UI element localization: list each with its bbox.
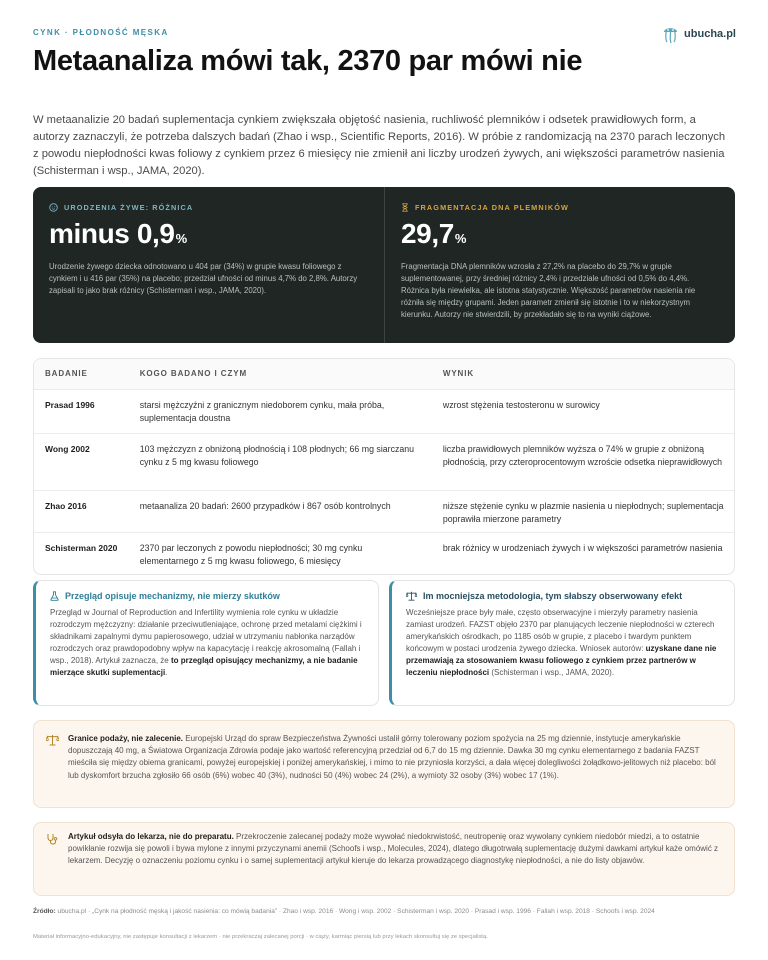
note-tail: . xyxy=(165,668,168,678)
cell-study: Schisterman 2020 xyxy=(45,543,118,553)
note-heading xyxy=(50,591,364,601)
brand-name: ubucha.pl xyxy=(684,28,736,40)
column-header-who: KOGO BADANO I CZYM xyxy=(139,368,248,378)
studies-table xyxy=(33,358,735,575)
stat-description: Fragmentacja DNA plemników wzrosła z 27,2% na placebo do 29,7% w grupie suplementowanej, przy średniej różnicy 2,4% i przedziale ufności od 0,5% do 4,4%. Różnica była niewielka, ale istotna statystycznie. Większość parametrów nasienia nie różniła się między grupami. Jeden parametr zmienił się istotnie i to w niekorzystnym kierunku. Autorzy nie stwierdzili, by przekładało się to na wyniki ciążowe. xyxy=(401,262,696,319)
note-body: Wcześniejsze prace były małe, często obserwacyjne i mierzyły parametry nasienia zamiast urodzeń. FAZST objęło 2370 par planujących leczenie niepłodności w czterech amerykańskich ośrodkach, po 1185 osób w grupie, z placebo i twardym punktem końcowym w postaci urodzenia żywego dziecka. Wniosek autorów: xyxy=(406,608,715,654)
stat-label xyxy=(49,203,368,212)
lede-paragraph: W metaanalizie 20 badań suplementacja cynkiem zwiększała objętość nasienia, ruchliwość plemników i odsetek prawidłowych form, a autorzy zaznaczyli, że potrzeba dalszych badań (Zhao i wsp., Scientific Reports, 2016). W próbie z randomizacją na 2370 parach leczonych z powodu niepłodności kwas foliowy z cynkiem przez 6 miesięcy nie zmienił ani liczby urodzeń żywych, ani większości parametrów nasienia (Schisterman i wsp., JAMA, 2020). xyxy=(33,114,726,177)
cell-study: Prasad 1996 xyxy=(45,400,95,410)
source-text: ubucha.pl · „Cynk na płodność męską i jakość nasienia: co mówią badania” · Zhao i wsp. 2016 · Wong i wsp. 2002 · Schisterman i wsp. 2020 · Prasad i wsp. 1996 · Fallah i wsp. 2018 · Schoofs i wsp. 2024 xyxy=(55,908,655,915)
note-mechanisms xyxy=(33,580,379,706)
cell-who: starsi mężczyźni z granicznym niedoborem cynku, mała próba, suplementacja doustna xyxy=(139,400,385,423)
callout-doctor xyxy=(33,822,735,896)
disclaimer: Materiał informacyjno-edukacyjny, nie zastępuje konsultacji z lekarzem · nie przekraczaj zalecanej porcji · w ciąży, karmiąc piersią lub przy lekach skonsultuj się ze specjalistą. xyxy=(33,934,488,940)
cell-study: Zhao 2016 xyxy=(45,501,87,511)
balance-icon xyxy=(46,734,59,746)
callout-body: Europejski Urząd do spraw Bezpieczeństwa Żywności ustalił górny tolerowany poziom spożycia na 25 mg dziennie, instytucje amerykańskie dopuszczają 40 mg, a Światowa Organizacja Zdrowia podaje jako wartość referencyjną przedział od 6,7 do 15 mg dziennie. Dawka 30 mg cynku elementarnego z badania FAZST mieściła się między obiema granicami, powyżej europejskiej i poniżej amerykańskiej, i mimo to nie przyniosła korzyści, a dała więcej dolegliwości żołądkowo-jelitowych niż placebo: ból lub dyskomfort brzucha zgłosiło 66 osób (6%) wobec 40 (3%), nudności 50 (4%) wobec 24 (2%), a wymioty 32 osoby (3%) wobec 17 (1%). xyxy=(68,734,716,780)
table-row xyxy=(34,490,734,532)
callout-lead: Artykuł odsyła do lekarza, nie do preparatu. xyxy=(68,832,234,841)
scales-icon xyxy=(406,591,417,601)
hourglass-icon xyxy=(401,203,409,212)
stat-number: 29,7 xyxy=(401,218,454,249)
note-methodology xyxy=(389,580,735,706)
stat-number: minus 0,9 xyxy=(49,218,175,249)
stat-label-text: URODZENIA ŻYWE: RÓŻNICA xyxy=(64,203,194,212)
cell-who: 103 mężczyzn z obniżoną płodnością i 108 płodnych; 66 mg siarczanu cynku z 5 mg kwasu foliowego xyxy=(139,444,415,467)
note-text xyxy=(50,607,364,680)
note-title: Im mocniejsza metodologia, tym słabszy obserwowany efekt xyxy=(423,591,683,601)
callout-lead: Granice podaży, nie zalecenie. xyxy=(68,734,184,743)
column-header-result: WYNIK xyxy=(442,368,475,378)
note-body: Przegląd w Journal of Reproduction and Infertility wymienia role cynku w układzie rozrodczym mężczyzny: działanie przeciwutleniające, ochronę przed metalami ciężkimi i składnikami zapalnymi dymu papierosowego, udział w utrzymaniu nabłonka narządów rozrodczych oraz prawdopodobny wpływ na kapacytację i reakcję akrosomalną (Fallah i wsp., 2018). Artykuł zaznacza, że xyxy=(50,608,362,666)
stat-value xyxy=(49,218,368,255)
brand-logo[interactable] xyxy=(662,24,736,44)
callout-body: Przekroczenie zalecanej podaży może wywołać niedokrwistość, neutropenię oraz wywołany cynkiem niedobór miedzi, a to ostatnie powikłanie rozwija się powoli i bywa mylone z innymi przyczynami anemii (Schoofs i wsp., Molecules, 2024), dlatego długotrwałą suplementację dużymi dawkami artykuł każe omówić z lekarzem. Decyzję o oznaczeniu poziomu cynku i o samej suplementacji artykuł kieruje do lekarza prowadzącego diagnostykę niepłodności, a nie do listy objawów. xyxy=(68,832,719,866)
table-row xyxy=(34,532,734,574)
jellyfish-icon xyxy=(662,24,679,44)
cell-who: metaanaliza 20 badań: 2600 przypadków i 867 osób kontrolnych xyxy=(139,501,391,511)
note-heading xyxy=(406,591,720,601)
cell-who: 2370 par leczonych z powodu niepłodności; 30 mg cynku elementarnego z 5 mg kwasu foliowego, 6 miesięcy xyxy=(139,543,363,566)
table-row xyxy=(34,433,734,490)
stat-label xyxy=(401,203,719,212)
stat-unit: % xyxy=(454,231,467,246)
stat-dna-fragmentation xyxy=(384,187,735,343)
callout-text xyxy=(68,733,720,782)
source-line xyxy=(33,907,735,917)
note-emphasis: uzyskane dane nie przemawiają za stosowaniem kwasu foliowego z cynkiem przez partnerów w leczeniu niepłodności xyxy=(406,644,717,678)
callout-intake-limits xyxy=(33,720,735,808)
stats-panel xyxy=(33,187,735,343)
cell-result: niższe stężenie cynku w plazmie nasienia u niepłodnych; suplementacja poprawiła mierzone parametry xyxy=(442,501,724,524)
stethoscope-icon xyxy=(46,833,59,845)
stat-value xyxy=(401,218,719,255)
cell-result: brak różnicy w urodzeniach żywych i w większości parametrów nasienia xyxy=(442,543,723,553)
stat-label-text: FRAGMENTACJA DNA PLEMNIKÓW xyxy=(415,203,569,212)
cell-result: liczba prawidłowych plemników wyższa o 74% w grupie z obniżoną płodnością, przy czteroprocentowym wzroście odsetka nieprawidłowych xyxy=(442,444,723,467)
cell-study: Wong 2002 xyxy=(45,444,90,454)
note-emphasis: to przegląd opisujący mechanizmy, a nie badanie mierzące skutki suplementacji xyxy=(50,656,358,678)
stat-description: Urodzenie żywego dziecka odnotowano u 404 par (34%) w grupie kwasu foliowego z cynkiem i u 416 par (35%) na placebo; przedział ufności od minus 4,7% do 2,8%. Autorzy zapisali to jako brak różnicy (Schisterman i wsp., JAMA, 2020). xyxy=(49,262,358,295)
stat-unit: % xyxy=(175,231,187,246)
table-row xyxy=(34,389,734,433)
table-header-row xyxy=(34,359,734,389)
flask-icon xyxy=(50,591,59,601)
stat-live-births xyxy=(33,187,384,343)
kicker: CYNK · PŁODNOŚĆ MĘSKA xyxy=(33,28,169,37)
note-title: Przegląd opisuje mechanizmy, nie mierzy skutków xyxy=(65,591,280,601)
page-title: Metaanaliza mówi tak, 2370 par mówi nie xyxy=(33,45,583,77)
column-header-study: BADANIE xyxy=(45,368,88,378)
source-label: Źródło: xyxy=(33,908,56,915)
note-text xyxy=(406,607,720,680)
note-tail: (Schisterman i wsp., JAMA, 2020). xyxy=(489,668,615,678)
callout-text xyxy=(68,831,720,868)
baby-face-icon xyxy=(49,203,58,212)
cell-result: wzrost stężenia testosteronu w surowicy xyxy=(442,400,600,410)
